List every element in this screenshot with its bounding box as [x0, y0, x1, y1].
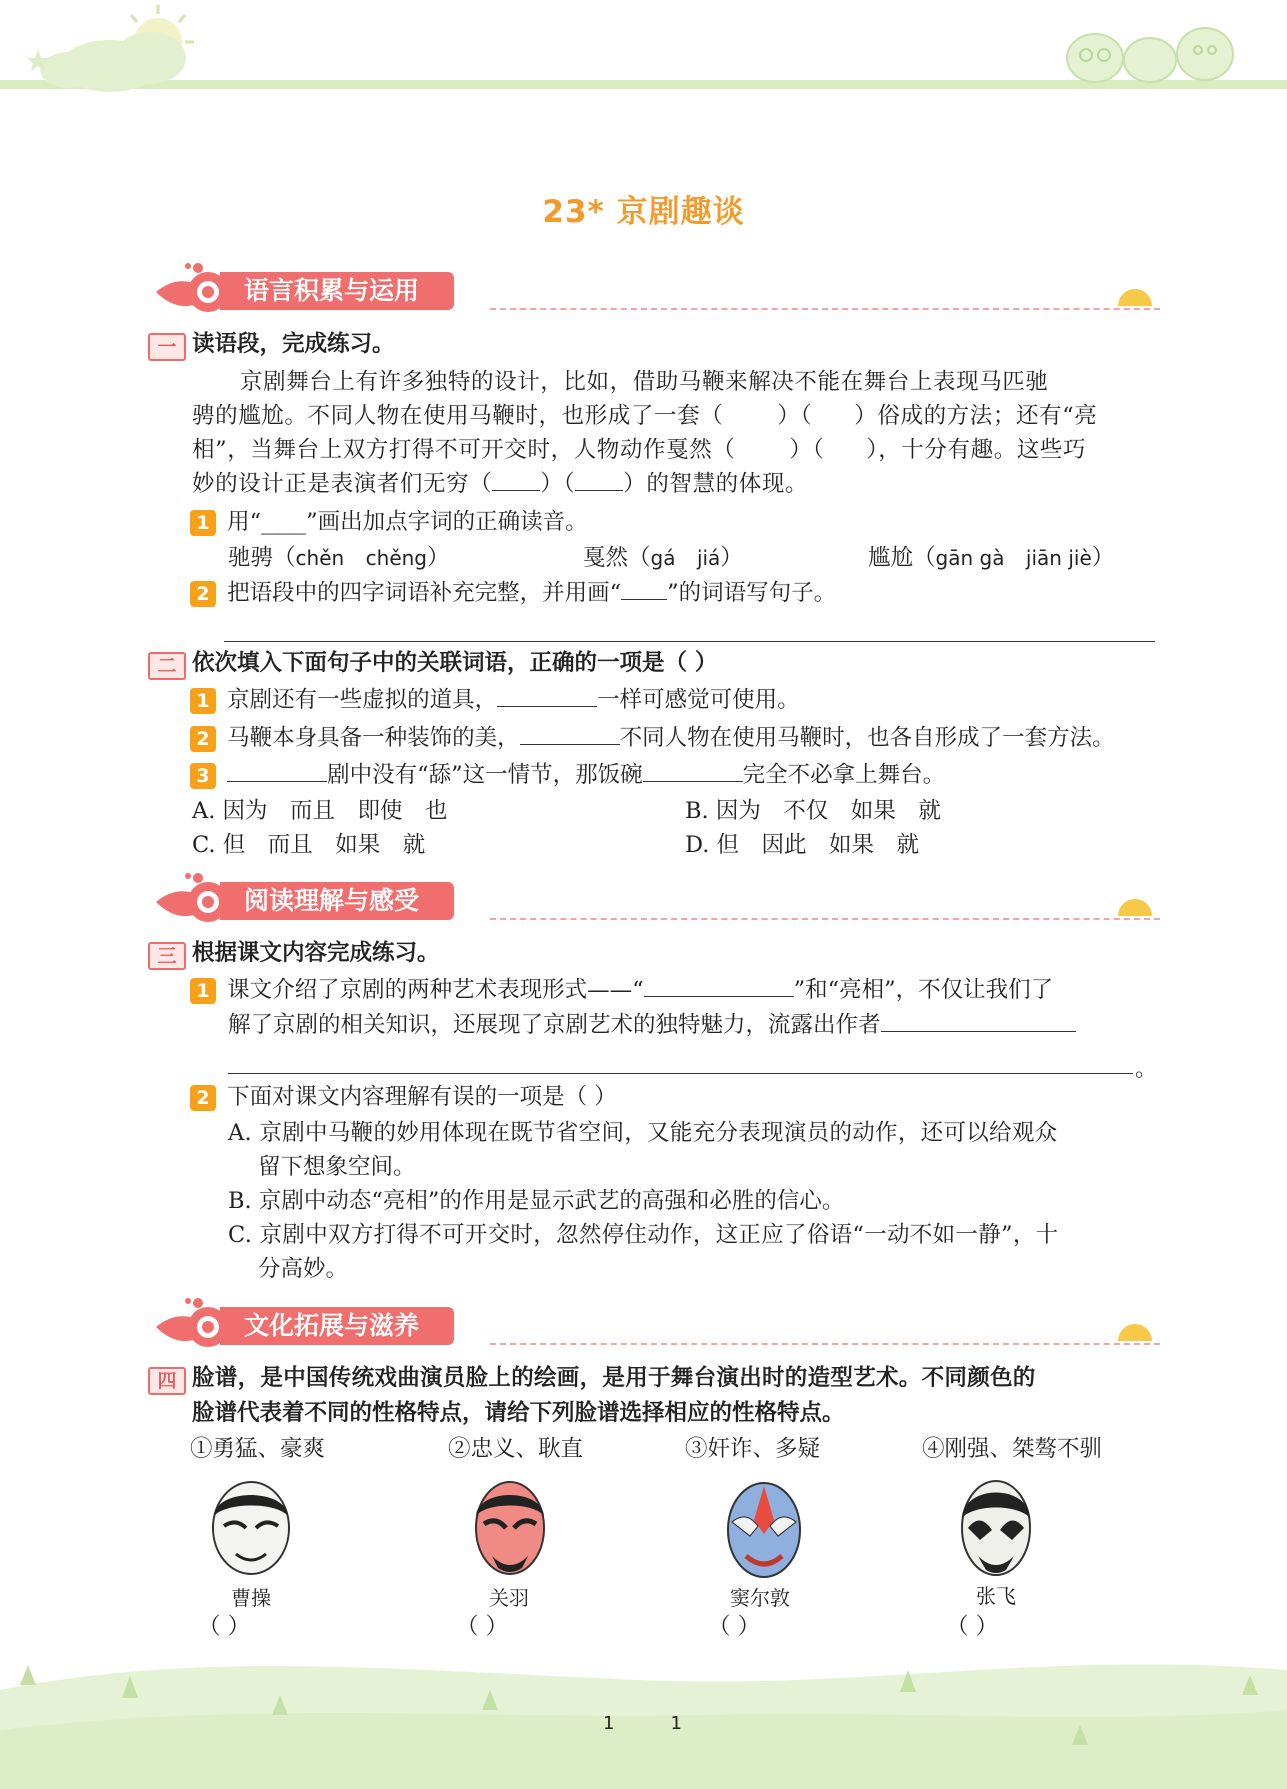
header-decoration	[0, 0, 1287, 110]
sub-question: 2 把语段中的四字词语补充完整，并用画“ ”的词语写句子。	[190, 576, 836, 610]
section-banner-1	[150, 272, 1160, 310]
section-title: 语言积累与运用	[220, 272, 454, 310]
trait-4: ④刚强、桀骜不驯	[922, 1436, 1103, 1462]
question-prompt: 读语段，完成练习。	[192, 331, 395, 357]
sub-number: 2	[190, 581, 216, 607]
answer-paren[interactable]: （ ）	[198, 1614, 251, 1640]
mask-zhangfei-icon	[956, 1474, 1036, 1578]
page-number: 1 1	[603, 1713, 682, 1734]
fish-icon	[150, 872, 230, 928]
passage-line: 骋的尴尬。不同人物在使用马鞭时，也形成了一套（ ）（ ）俗成的方法；还有“亮	[192, 403, 1098, 429]
sub-question: 2 下面对课文内容理解有误的一项是（ ）	[190, 1080, 617, 1114]
sunset-icon	[1110, 896, 1160, 918]
answer-paren[interactable]: （ ）	[708, 1614, 761, 1640]
header-art	[0, 0, 1287, 110]
page-title: 23* 京剧趣谈	[542, 194, 745, 230]
face-label-guanyu: 关羽	[489, 1586, 529, 1610]
pinyin-choice: 戛然（gá jiá）	[583, 545, 743, 571]
option-a[interactable]: A. 因为 而且 即使 也	[192, 798, 448, 824]
mask-caocao-icon	[206, 1476, 296, 1576]
pinyin-choice: 驰骋（chěn chěng）	[228, 545, 450, 571]
question-prompt-cont: 脸谱代表着不同的性格特点，请给下列脸谱选择相应的性格特点。	[192, 1400, 845, 1426]
option-d[interactable]: D. 但 因此 如果 就	[685, 832, 920, 858]
question-prompt: 依次填入下面句子中的关联词语，正确的一项是（ ）	[192, 650, 718, 676]
question-badge: 二	[148, 652, 186, 680]
trait-2: ②忠义、耿直	[448, 1436, 584, 1462]
face-label-caocao: 曹操	[231, 1586, 271, 1610]
question-badge: 三	[148, 942, 186, 970]
question-prompt: 根据课文内容完成练习。	[192, 940, 440, 966]
sub-number: 1	[190, 510, 216, 536]
option-b[interactable]: B. 京剧中动态“亮相”的作用是显示武艺的高强和必胜的信心。	[228, 1188, 845, 1214]
face-label-douerdun: 窦尔敦	[730, 1586, 790, 1610]
trait-3: ③奸诈、多疑	[685, 1436, 821, 1462]
sub-question: 3 剧中没有“舔”这一情节，那饭碗 完全不必拿上舞台。	[190, 758, 945, 792]
sunset-icon	[1110, 286, 1160, 308]
sunset-icon	[1110, 1321, 1160, 1343]
section-title: 文化拓展与滋养	[220, 1307, 454, 1345]
sub-question: 2 马鞭本身具备一种装饰的美， 不同人物在使用马鞭时，也各自形成了一套方法。	[190, 721, 1115, 755]
fish-icon	[150, 262, 230, 318]
answer-line[interactable]	[224, 641, 1155, 642]
footer-hills	[0, 1630, 1287, 1789]
face-label-zhangfei: 张飞	[976, 1584, 1016, 1608]
section-banner-3	[150, 1307, 1160, 1345]
option-a-cont: 留下想象空间。	[258, 1154, 416, 1180]
sub-question: 1 京剧还有一些虚拟的道具， 一样可感觉可使用。	[190, 683, 800, 717]
fish-icon	[150, 1297, 230, 1353]
option-c[interactable]: C. 京剧中双方打得不可开交时，忽然停住动作，这正应了俗语“一动不如一静”，十	[228, 1222, 1059, 1248]
option-c[interactable]: C. 但 而且 如果 就	[192, 832, 426, 858]
trait-1: ①勇猛、豪爽	[190, 1436, 326, 1462]
sub-question: 1 用“____”画出加点字词的正确读音。	[190, 505, 588, 539]
passage-line: 妙的设计正是表演者们无穷（ ）（ ）的智慧的体现。	[192, 471, 809, 497]
sub-question: 1 课文介绍了京剧的两种艺术表现形式——“ ”和“亮相”，不仅让我们了	[190, 973, 1053, 1007]
answer-paren[interactable]: （ ）	[456, 1614, 509, 1640]
answer-paren[interactable]: （ ）	[946, 1614, 999, 1640]
passage-line: 相”，当舞台上双方打得不可开交时，人物动作戛然（ ）（ ），十分有趣。这些巧	[192, 437, 1087, 463]
answer-line[interactable]	[228, 1073, 1133, 1074]
mask-guanyu-icon	[470, 1476, 550, 1576]
sub-question-cont: 解了京剧的相关知识，还展现了京剧艺术的独特魅力，流露出作者	[228, 1008, 1076, 1042]
mask-douerdun-icon	[722, 1476, 806, 1580]
pinyin-choice: 尴尬（gān gà jiān jiè）	[868, 545, 1115, 571]
option-c-cont: 分高妙。	[258, 1256, 349, 1282]
question-badge: 一	[148, 333, 186, 361]
section-banner-2	[150, 882, 1160, 920]
option-a[interactable]: A. 京剧中马鞭的妙用体现在既节省空间，又能充分表现演员的动作，还可以给观众	[228, 1120, 1058, 1146]
question-prompt: 脸谱，是中国传统戏曲演员脸上的绘画，是用于舞台演出时的造型艺术。不同颜色的	[192, 1365, 1036, 1391]
question-badge: 四	[148, 1367, 186, 1395]
passage-line: 京剧舞台上有许多独特的设计，比如，借助马鞭来解决不能在舞台上表现马匹驰	[240, 369, 1049, 395]
option-b[interactable]: B. 因为 不仅 如果 就	[685, 798, 941, 824]
section-title: 阅读理解与感受	[220, 882, 454, 920]
